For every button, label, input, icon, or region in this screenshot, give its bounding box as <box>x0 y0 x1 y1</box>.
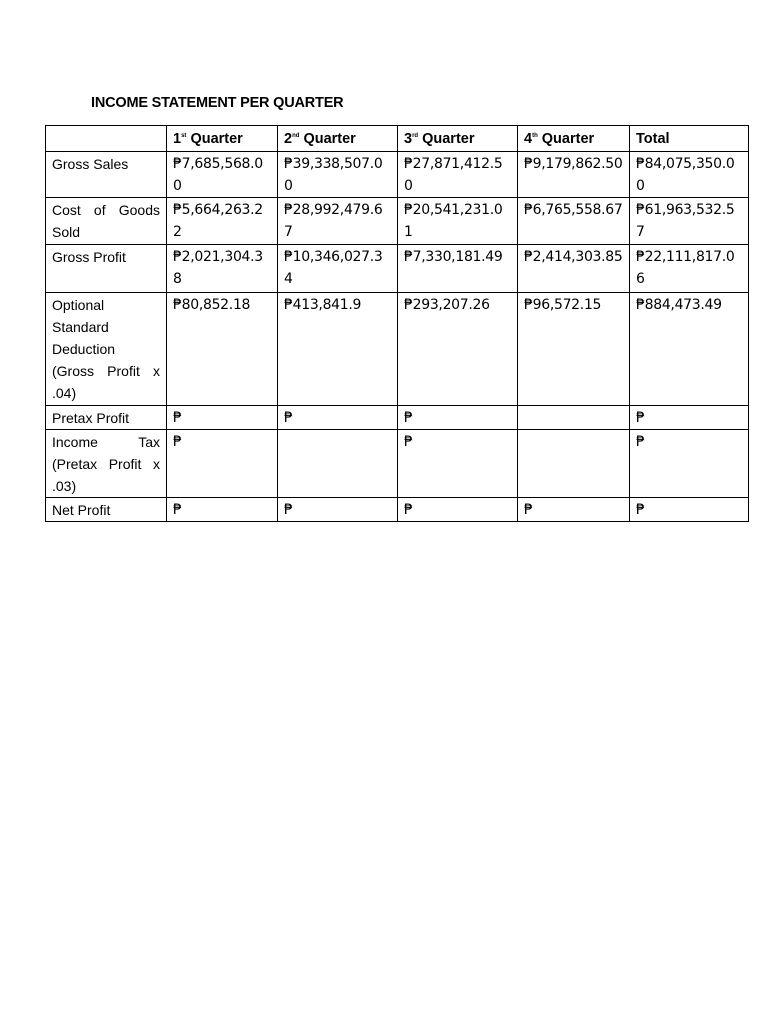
row-label: Net Profit <box>46 498 167 522</box>
table-cell: ₱28,992,479.67 <box>278 198 398 245</box>
table-cell: ₱80,852.18 <box>167 293 278 406</box>
table-cell: ₱7,330,181.49 <box>398 245 518 293</box>
header-q2: 2nd Quarter <box>278 126 398 152</box>
table-row <box>46 498 749 522</box>
table-row <box>46 406 749 430</box>
table-cell: ₱884,473.49 <box>630 293 749 406</box>
table-row <box>46 245 749 293</box>
table-cell <box>518 406 630 430</box>
table-header-row <box>46 126 749 152</box>
row-label: Optional Standard Deduction (Gross Profit x .04) <box>46 293 167 406</box>
table-row <box>46 293 749 406</box>
table-cell: ₱ <box>167 406 278 430</box>
table-cell: ₱ <box>278 498 398 522</box>
table-cell: ₱ <box>630 430 749 498</box>
table-cell: ₱61,963,532.57 <box>630 198 749 245</box>
table-cell: ₱ <box>630 406 749 430</box>
income-statement-table <box>45 125 749 522</box>
table-cell: ₱7,685,568.00 <box>167 152 278 198</box>
table-cell: ₱20,541,231.01 <box>398 198 518 245</box>
table-cell: ₱ <box>167 498 278 522</box>
table-cell: ₱39,338,507.00 <box>278 152 398 198</box>
header-q4: 4th Quarter <box>518 126 630 152</box>
table-cell: ₱96,572.15 <box>518 293 630 406</box>
header-total: Total <box>630 126 749 152</box>
table-cell: ₱22,111,817.06 <box>630 245 749 293</box>
table-cell: ₱27,871,412.50 <box>398 152 518 198</box>
header-q1: 1st Quarter <box>167 126 278 152</box>
table-cell: ₱84,075,350.00 <box>630 152 749 198</box>
row-label: Income Tax (Pretax Profit x .03) <box>46 430 167 498</box>
table-cell: ₱413,841.9 <box>278 293 398 406</box>
table-cell: ₱ <box>518 498 630 522</box>
table-cell: ₱10,346,027.34 <box>278 245 398 293</box>
table-cell: ₱ <box>278 406 398 430</box>
table-cell: ₱ <box>167 430 278 498</box>
table-cell: ₱ <box>398 430 518 498</box>
table-row <box>46 430 749 498</box>
row-label: Pretax Profit <box>46 406 167 430</box>
row-label: Cost of Goods Sold <box>46 198 167 245</box>
table-cell: ₱2,414,303.85 <box>518 245 630 293</box>
table-cell: ₱ <box>398 406 518 430</box>
table-cell: ₱5,664,263.22 <box>167 198 278 245</box>
row-label: Gross Profit <box>46 245 167 293</box>
table-row <box>46 152 749 198</box>
table-cell <box>278 430 398 498</box>
table-cell <box>518 430 630 498</box>
document-title: INCOME STATEMENT PER QUARTER <box>91 95 344 111</box>
row-label: Gross Sales <box>46 152 167 198</box>
table-cell: ₱9,179,862.50 <box>518 152 630 198</box>
table-cell: ₱293,207.26 <box>398 293 518 406</box>
table-row <box>46 198 749 245</box>
table-cell: ₱6,765,558.67 <box>518 198 630 245</box>
header-empty-cell <box>46 126 167 152</box>
table-cell: ₱ <box>630 498 749 522</box>
table-cell: ₱2,021,304.38 <box>167 245 278 293</box>
table-cell: ₱ <box>398 498 518 522</box>
header-q3: 3rd Quarter <box>398 126 518 152</box>
